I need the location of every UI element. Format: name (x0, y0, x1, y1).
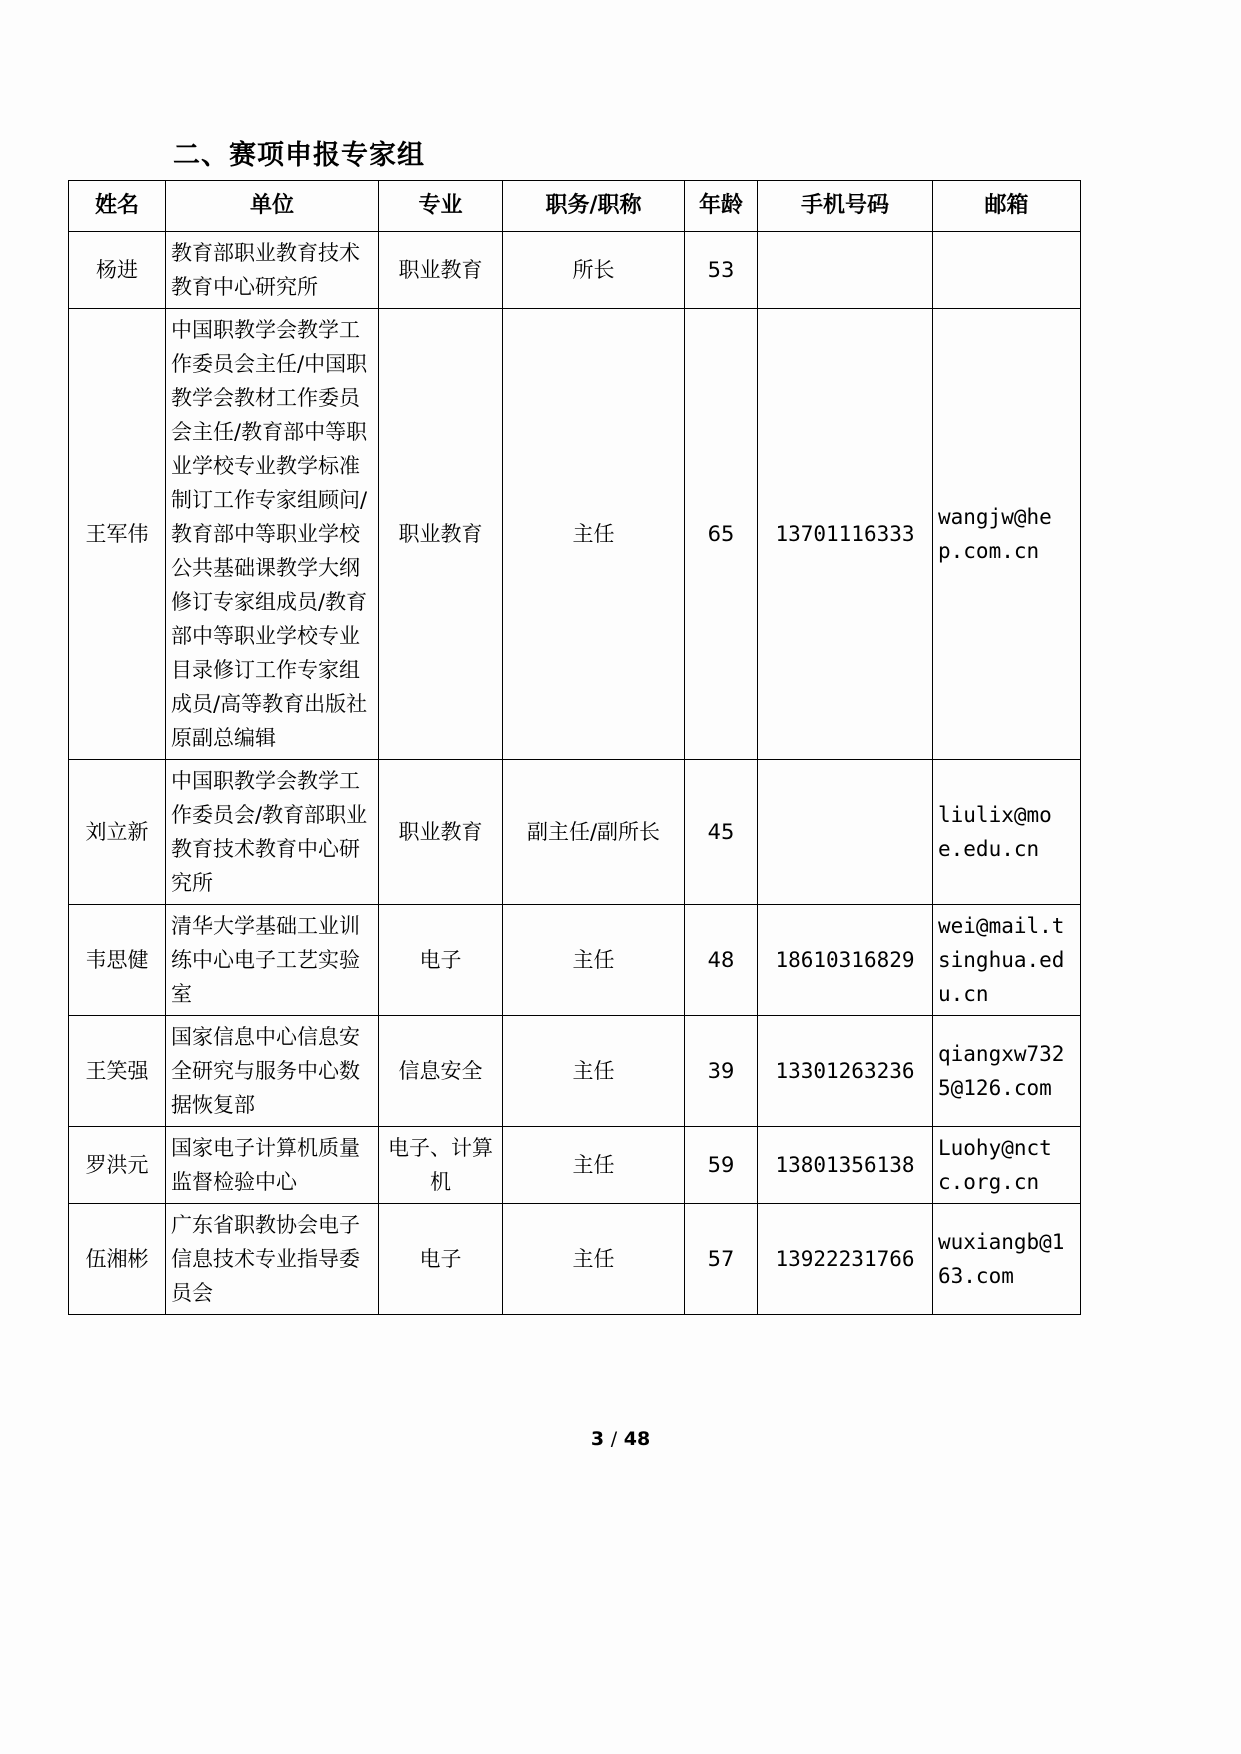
cell-phone: 13922231766 (758, 1204, 933, 1315)
table-row (69, 1016, 1081, 1127)
cell-age: 48 (685, 905, 758, 1016)
table-row (69, 309, 1081, 760)
footer-separator: / (610, 1428, 618, 1450)
page-footer (0, 1428, 1241, 1450)
cell-unit: 广东省职教协会电子信息技术专业指导委员会 (166, 1204, 379, 1315)
column-header-age: 年龄 (685, 181, 758, 232)
cell-unit: 中国职教学会教学工作委员会主任/中国职教学会教材工作委员会主任/教育部中等职业学校专业教学标准制订工作专家组顾问/教育部中等职业学校公共基础课教学大纲修订专家组成员/教育部中等职业学校专业目录修订工作专家组成员/高等教育出版社原副总编辑 (166, 309, 379, 760)
page-content (68, 140, 1080, 1315)
cell-title: 主任 (503, 1016, 685, 1127)
cell-email: wuxiangb@163.com (933, 1204, 1081, 1315)
cell-major: 职业教育 (379, 760, 503, 905)
cell-name: 韦思健 (69, 905, 166, 1016)
table-row (69, 232, 1081, 309)
cell-email: wei@mail.tsinghua.edu.cn (933, 905, 1081, 1016)
cell-email: qiangxw7325@126.com (933, 1016, 1081, 1127)
cell-age: 39 (685, 1016, 758, 1127)
cell-age: 53 (685, 232, 758, 309)
column-header-phone: 手机号码 (758, 181, 933, 232)
cell-major: 职业教育 (379, 309, 503, 760)
cell-title: 所长 (503, 232, 685, 309)
cell-title: 主任 (503, 1204, 685, 1315)
cell-name: 伍湘彬 (69, 1204, 166, 1315)
cell-phone: 13701116333 (758, 309, 933, 760)
cell-phone (758, 760, 933, 905)
footer-current-page: 3 (590, 1428, 605, 1450)
cell-name: 罗洪元 (69, 1127, 166, 1204)
cell-unit: 清华大学基础工业训练中心电子工艺实验室 (166, 905, 379, 1016)
cell-unit: 国家信息中心信息安全研究与服务中心数据恢复部 (166, 1016, 379, 1127)
footer-total-pages: 48 (623, 1428, 651, 1450)
cell-age: 45 (685, 760, 758, 905)
cell-major: 职业教育 (379, 232, 503, 309)
cell-age: 57 (685, 1204, 758, 1315)
cell-title: 主任 (503, 309, 685, 760)
cell-title: 主任 (503, 1127, 685, 1204)
column-header-unit: 单位 (166, 181, 379, 232)
cell-phone (758, 232, 933, 309)
cell-phone: 13301263236 (758, 1016, 933, 1127)
cell-name: 王军伟 (69, 309, 166, 760)
cell-unit: 教育部职业教育技术教育中心研究所 (166, 232, 379, 309)
cell-major: 电子 (379, 905, 503, 1016)
section-title: 二、赛项申报专家组 (173, 140, 425, 171)
cell-major: 信息安全 (379, 1016, 503, 1127)
cell-email (933, 232, 1081, 309)
table-row (69, 1204, 1081, 1315)
table-header-row (69, 181, 1081, 232)
cell-unit: 中国职教学会教学工作委员会/教育部职业教育技术教育中心研究所 (166, 760, 379, 905)
column-header-major: 专业 (379, 181, 503, 232)
cell-email: wangjw@hep.com.cn (933, 309, 1081, 760)
cell-name: 刘立新 (69, 760, 166, 905)
cell-major: 电子、计算机 (379, 1127, 503, 1204)
cell-age: 59 (685, 1127, 758, 1204)
table-row (69, 905, 1081, 1016)
cell-age: 65 (685, 309, 758, 760)
table-row (69, 1127, 1081, 1204)
cell-unit: 国家电子计算机质量监督检验中心 (166, 1127, 379, 1204)
table-row (69, 760, 1081, 905)
cell-name: 杨进 (69, 232, 166, 309)
cell-title: 主任 (503, 905, 685, 1016)
expert-group-table (68, 180, 1081, 1315)
column-header-email: 邮箱 (933, 181, 1081, 232)
cell-title: 副主任/副所长 (503, 760, 685, 905)
cell-major: 电子 (379, 1204, 503, 1315)
cell-email: liulix@moe.edu.cn (933, 760, 1081, 905)
cell-phone: 18610316829 (758, 905, 933, 1016)
cell-email: Luohy@nctc.org.cn (933, 1127, 1081, 1204)
cell-phone: 13801356138 (758, 1127, 933, 1204)
column-header-name: 姓名 (69, 181, 166, 232)
column-header-title: 职务/职称 (503, 181, 685, 232)
cell-name: 王笑强 (69, 1016, 166, 1127)
